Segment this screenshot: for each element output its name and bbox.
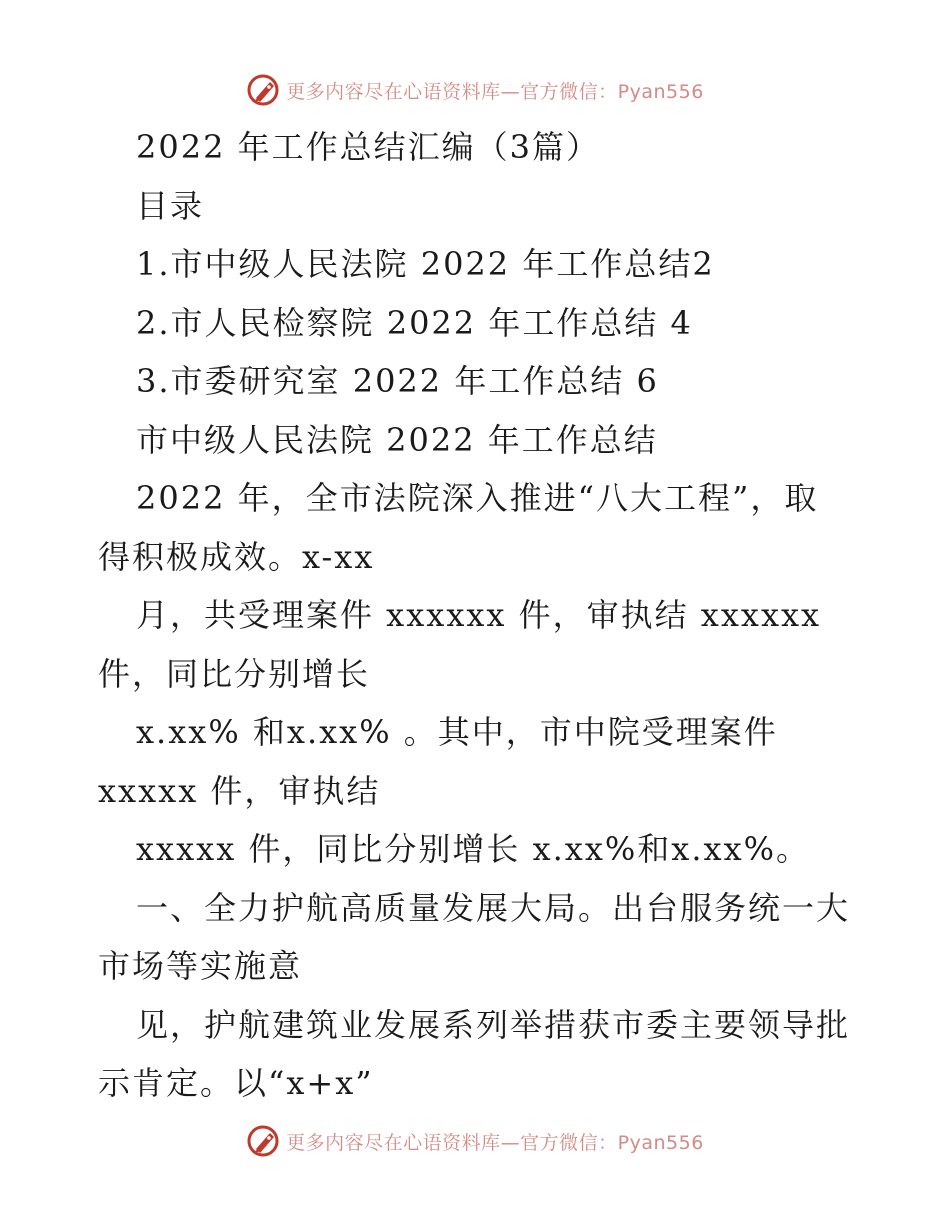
- document-line: 3.市委研究室 2022 年工作总结 6: [136, 362, 659, 400]
- watermark-header: [0, 70, 950, 110]
- document-line: 2022 年，全市法院深入推进“八大工程”，取: [136, 479, 819, 517]
- pen-nib-logo-icon: [246, 72, 282, 108]
- document-line: 件，同比分别增长: [98, 654, 371, 693]
- document-line: 2.市人民检察院 2022 年工作总结 4: [136, 303, 693, 342]
- document-line: xxxxx 件，同比分别增长 x.xx%和x.xx%。: [136, 830, 811, 868]
- watermark-text: 更多内容尽在心语资料库—官方微信：Pyan556: [286, 1131, 704, 1154]
- watermark-text: 更多内容尽在心语资料库—官方微信：Pyan556: [286, 80, 704, 103]
- document-line: 见，护航建筑业发展系列举措获市委主要领导批: [136, 1005, 851, 1044]
- document-line: xxxxx 件，审执结: [98, 771, 381, 810]
- document-line: x.xx% 和x.xx% 。其中，市中院受理案件: [136, 713, 778, 751]
- document-line: 一、全力护航高质量发展大局。出台服务统一大: [136, 888, 851, 927]
- document-line: 月，共受理案件 xxxxxx 件，审执结 xxxxxx: [136, 596, 822, 634]
- document-line: 得积极成效。x-xx: [98, 537, 375, 576]
- document-line: 2022 年工作总结汇编（3篇）: [136, 128, 600, 166]
- document-line: 示肯定。以“x+x”: [98, 1064, 374, 1102]
- pen-nib-logo-icon: [246, 1123, 282, 1159]
- document-line: 目录: [136, 186, 205, 225]
- document-line: 市场等实施意: [98, 947, 303, 985]
- document-body: [98, 118, 868, 1113]
- document-line: 1.市中级人民法院 2022 年工作总结2: [136, 245, 715, 283]
- document-line: 市中级人民法院 2022 年工作总结: [136, 420, 658, 459]
- watermark-footer: [0, 1121, 950, 1161]
